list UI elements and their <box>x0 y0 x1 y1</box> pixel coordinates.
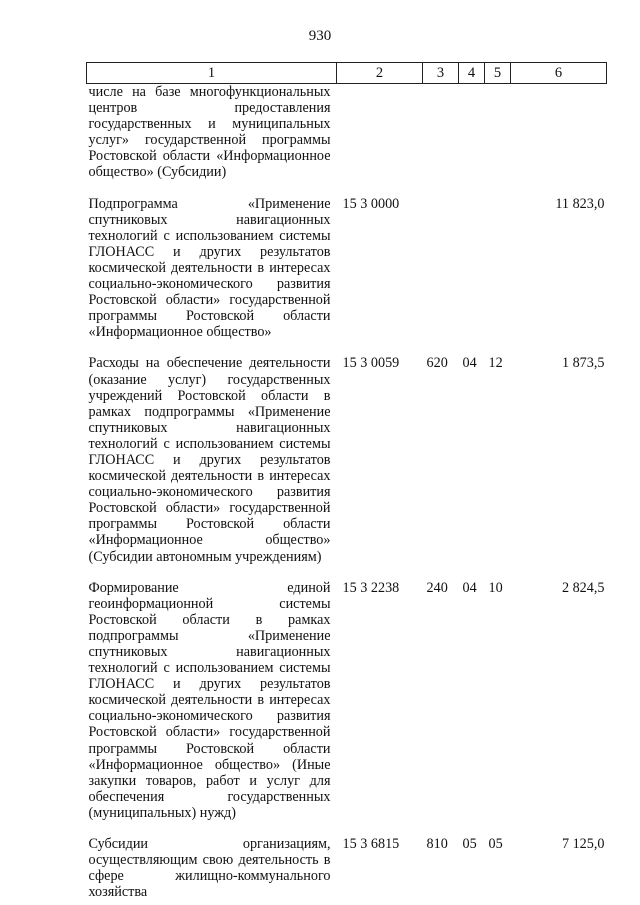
table-row <box>87 196 607 341</box>
row-amount: 11 823,0 <box>555 195 605 212</box>
row-pr: 10 <box>488 579 503 596</box>
table-row <box>87 836 607 900</box>
header-col-6: 6 <box>511 63 607 84</box>
table-row <box>87 84 607 181</box>
row-vr: 240 <box>426 579 448 596</box>
header-col-3: 3 <box>423 63 459 84</box>
row-code <box>337 84 423 181</box>
row-name: Подпрограмма «Применение спутниковых навигационных технологий с использованием системы ГЛОНАСС и других результатов космической деятельности в интересах социально-экономического развития Ростовской области» государственной программы Ростовской области «Информационное общество» <box>88 195 331 341</box>
row-rz: 04 <box>462 355 477 372</box>
row-code: 15 3 6815 <box>342 836 400 853</box>
row-pr <box>485 84 511 181</box>
header-col-2: 2 <box>337 63 423 84</box>
row-code: 15 3 2238 <box>342 579 400 596</box>
row-pr: 05 <box>488 836 503 853</box>
table-row <box>87 580 607 821</box>
row-name: числе на базе многофункциональных центров предоставления государственных и муниципальных услуг» государственной программы Ростовской области «Информационное общество» (Субсидии) <box>88 84 331 181</box>
header-col-5: 5 <box>485 63 511 84</box>
budget-table <box>86 62 607 900</box>
row-rz: 05 <box>462 836 477 853</box>
row-vr: 810 <box>426 836 448 853</box>
row-name: Расходы на обеспечение деятельности (оказание услуг) государственных учреждений Ростовской области в рамках подпрограммы «Применение спутниковых навигационных технологий с использованием системы ГЛОНАСС и других результатов космической деятельности в интересах социально-экономического развития Ростовской области» государственной программы Ростовской области «Информационное общество» (Субсидии автономным учреждениям) <box>88 355 331 565</box>
row-rz <box>459 84 485 181</box>
table-row <box>87 355 607 564</box>
page-number: 930 <box>308 28 332 44</box>
row-name: Формирование единой геоинформационной системы Ростовской области в рамках подпрограммы «Применение спутниковых навигационных технологий с использованием системы ГЛОНАСС и других результатов космической деятельности в интересах социально-экономического развития Ростовской области» государственной программы Ростовской области «Информационное общество» (Иные закупки товаров, работ и услуг для обеспечения государственных (муниципальных) нужд) <box>88 579 331 821</box>
row-amount: 1 873,5 <box>561 355 605 372</box>
header-col-1: 1 <box>87 63 337 84</box>
row-amount: 2 824,5 <box>561 579 605 596</box>
row-amount <box>511 84 607 181</box>
row-rz <box>459 196 485 341</box>
row-amount: 7 125,0 <box>561 836 605 853</box>
row-code: 15 3 0059 <box>342 355 400 372</box>
header-col-4: 4 <box>459 63 485 84</box>
row-rz: 04 <box>462 579 477 596</box>
row-pr <box>485 196 511 341</box>
row-vr: 620 <box>426 355 448 372</box>
row-vr <box>423 196 459 341</box>
row-code: 15 3 0000 <box>342 195 400 212</box>
table-header <box>87 63 607 84</box>
row-name: Субсидии организациям, осуществляющим свою деятельность в сфере жилищно-коммунального хозяйства <box>88 836 331 901</box>
row-vr <box>423 84 459 181</box>
row-pr: 12 <box>488 355 503 372</box>
